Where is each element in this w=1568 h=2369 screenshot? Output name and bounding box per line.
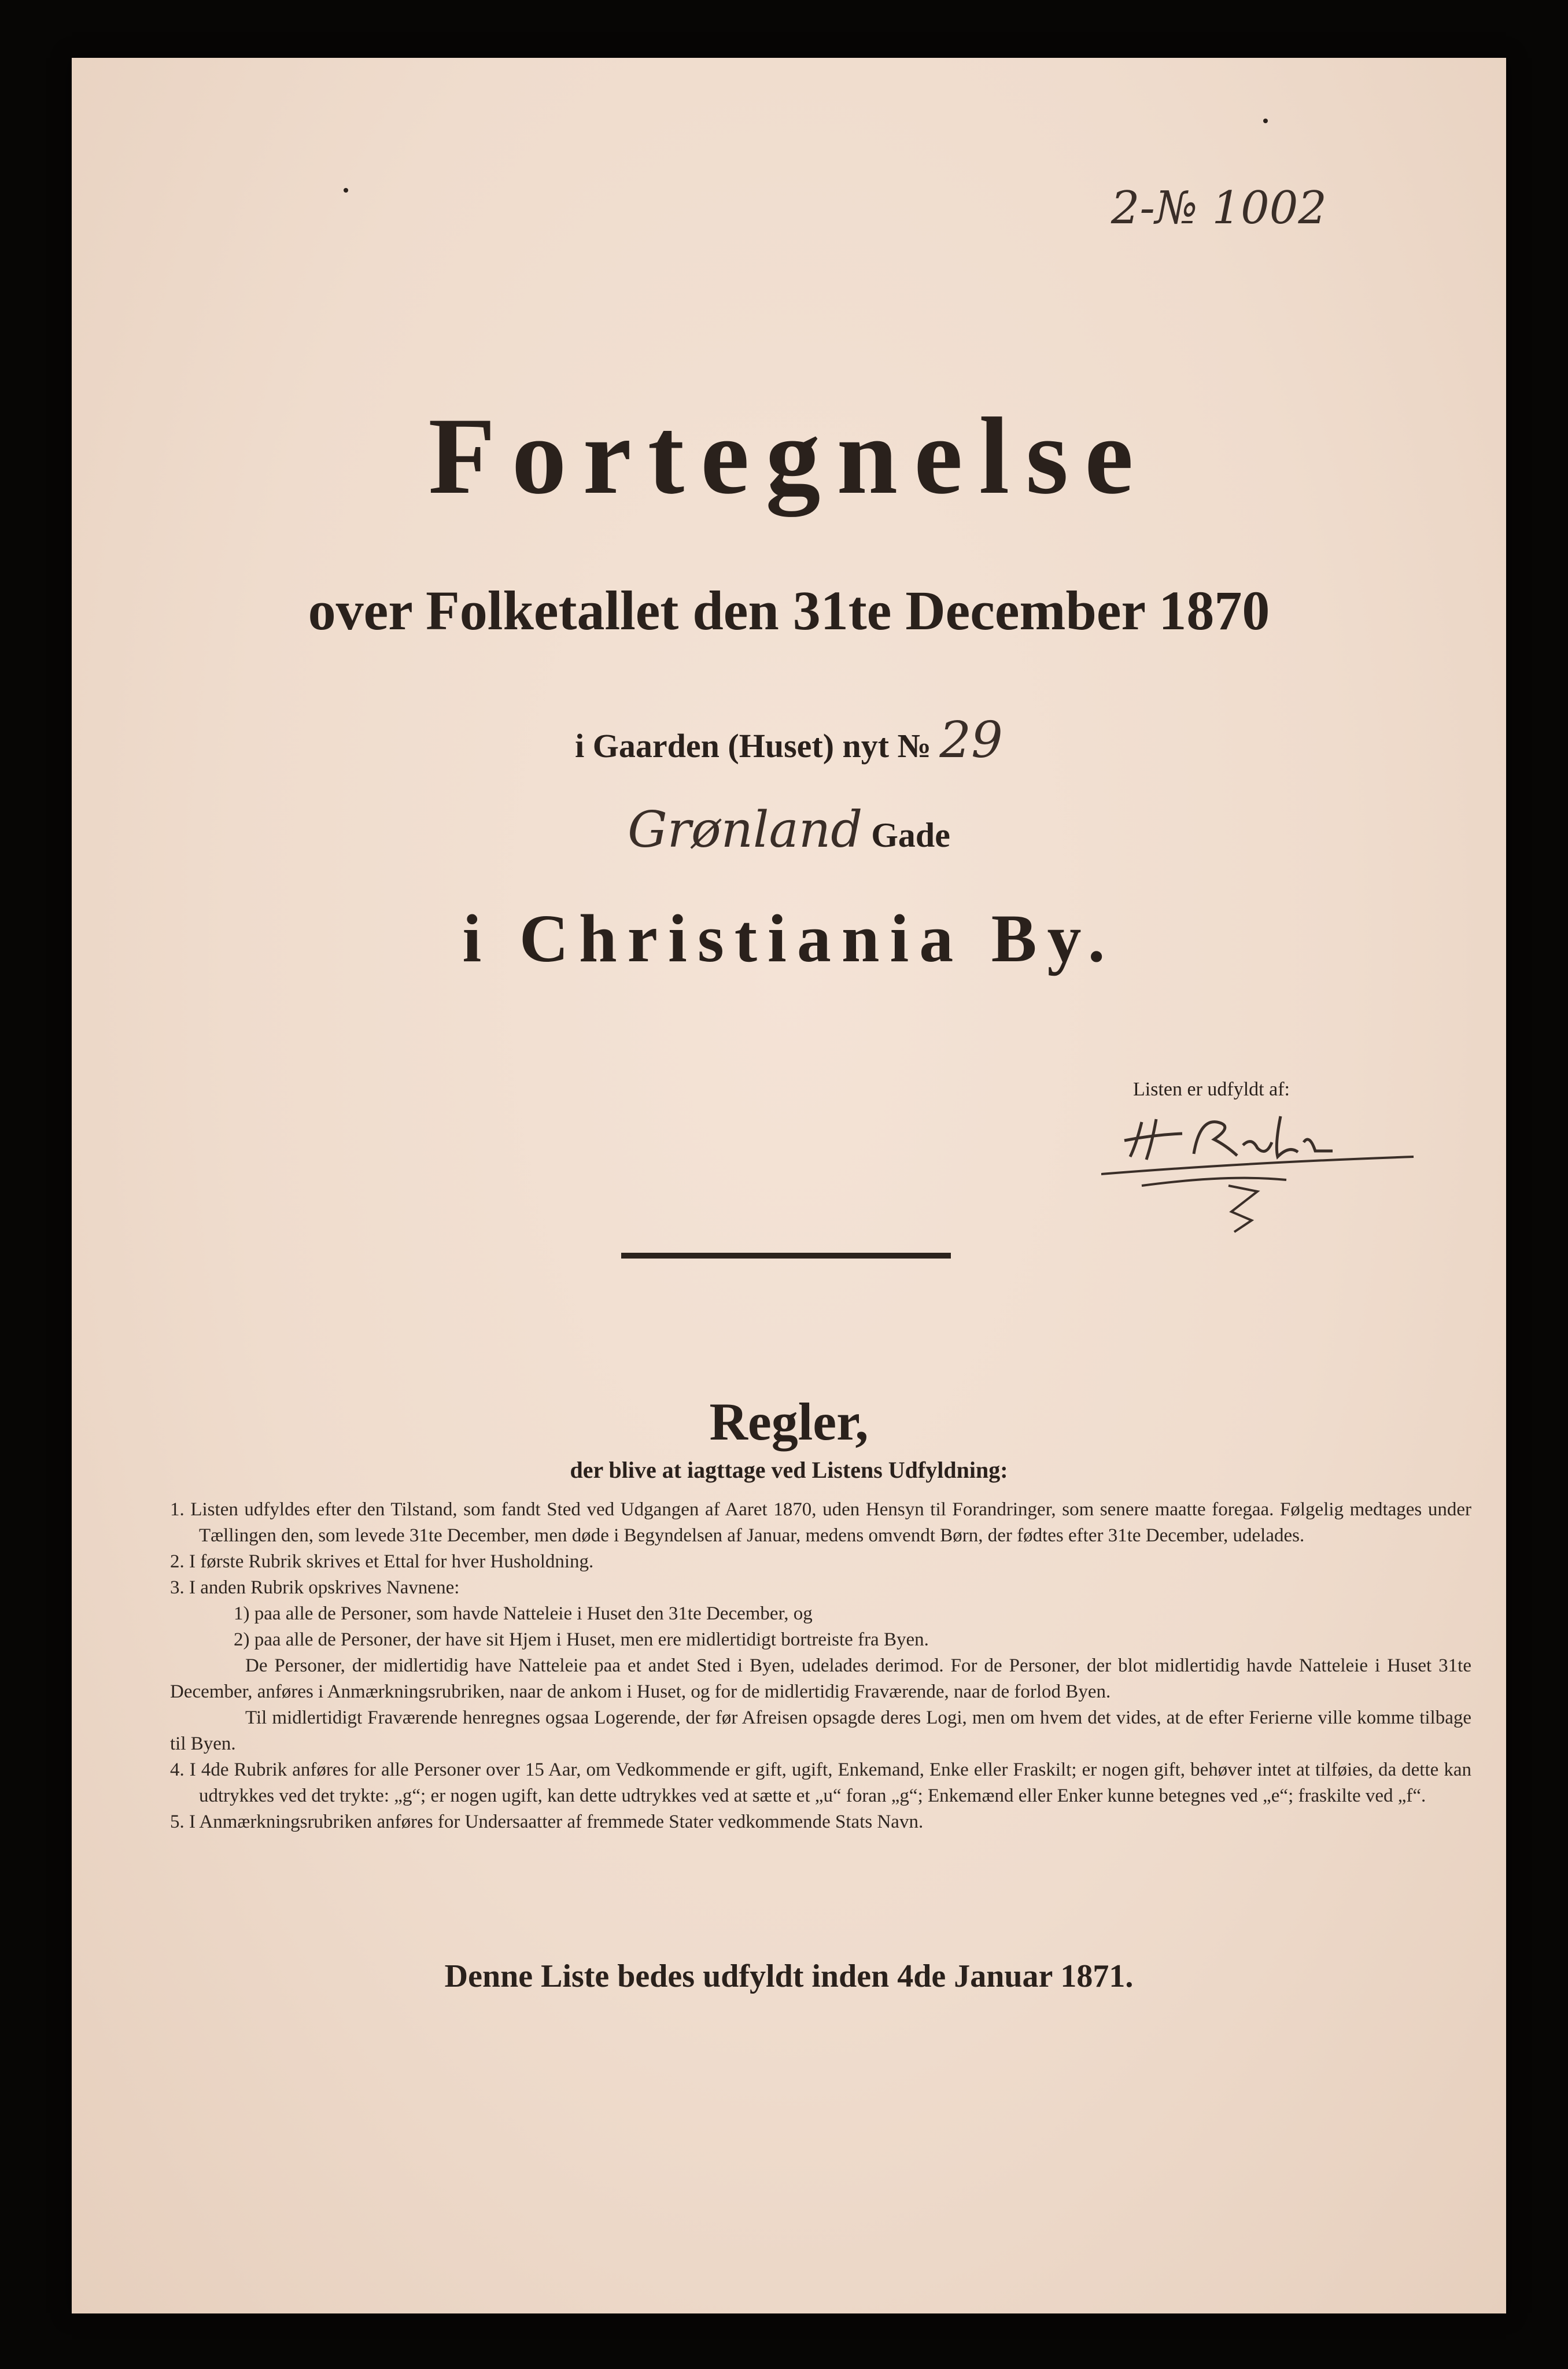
census-form-page <box>72 58 1506 2313</box>
filler-label: Listen er udfyldt af: <box>1133 1079 1290 1100</box>
rules-subtitle: der blive at iagttage ved Listens Udfyldning: <box>570 1457 1008 1483</box>
rule-item-1: 1. Listen udfyldes efter den Tilstand, som fandt Sted ved Udgangen af Aaret 1870, uden Hensyn til Forandringer, som senere maatte foregaa. Følgelig medtages under Tællingen den, som levede 31te December, men døde i Begyndelsen af Januar, medens omvendt Børn, der fødtes efter 31te December, udelades. <box>170 1499 1471 1546</box>
street-name-handwritten: Grønland <box>628 801 863 859</box>
rules-list <box>170 1497 1471 1835</box>
rule-item-2: 2. I første Rubrik skrives et Ettal for hver Husholdning. <box>170 1551 594 1572</box>
deadline-notice: Denne Liste bedes udfyldt inden 4de Januar 1871. <box>444 1958 1134 1994</box>
house-number-label: i Gaarden (Huset) nyt № <box>575 727 931 765</box>
rule-item-3a: 1) paa alle de Personer, som havde Natteleie i Huset den 31te December, og <box>234 1603 813 1624</box>
rule-item-5: 5. I Anmærkningsrubriken anføres for Undersaatter af fremmede Stater vedkommende Stats Navn. <box>170 1811 924 1832</box>
rule-item-3b: 2) paa alle de Personer, der have sit Hjem i Huset, men ere midlertidigt bortreiste fra Byen. <box>234 1629 929 1650</box>
rule-item-3-note-1: De Personer, der midlertidig have Natteleie paa et andet Sted i Byen, udelades derimod. For de Personer, der blot midlertidig havde Natteleie i Huset 31te December, anføres i Anmærkningsrubriken, naar de ankom i Huset, og for de midlertidig Fraværende, naar de forlod Byen. <box>170 1655 1471 1702</box>
street-line <box>72 801 1506 859</box>
separator-rule <box>621 1253 951 1259</box>
house-number-line <box>72 711 1506 769</box>
house-number-handwritten: 29 <box>939 711 1003 769</box>
rule-item-3: 3. I anden Rubrik opskrives Navnene: <box>170 1577 460 1598</box>
rule-item-4: 4. I 4de Rubrik anføres for alle Personer over 15 Aar, om Vedkommende er gift, ugift, Enkemand, Enke eller Fraskilt; er nogen gift, behøver intet at tilføies, da dette kan udtrykkes ved det trykte: „g“; er nogen ugift, kan dette udtrykkes ved at sætte et „u“ foran „g“; Enkemænd eller Enker kunne betegnes ved „e“; fraskilte ved „f“. <box>170 1759 1471 1806</box>
signature-handwritten <box>1101 1087 1425 1238</box>
ink-speck <box>344 188 348 193</box>
document-subtitle: over Folketallet den 31te December 1870 <box>308 580 1270 641</box>
document-title: Fortegnelse <box>428 396 1150 517</box>
street-suffix-label: Gade <box>871 816 950 854</box>
reference-number: 2-№ 1002 <box>1110 182 1327 234</box>
rule-item-3-note-2: Til midlertidigt Fraværende henregnes ogsaa Logerende, der før Afreisen opsagde deres Logi, men om hvem det vides, at de efter Ferierne ville komme tilbage til Byen. <box>170 1707 1471 1754</box>
city-line: i Christiania By. <box>462 901 1116 976</box>
rules-title: Regler, <box>709 1392 869 1451</box>
ink-speck <box>1263 119 1268 123</box>
